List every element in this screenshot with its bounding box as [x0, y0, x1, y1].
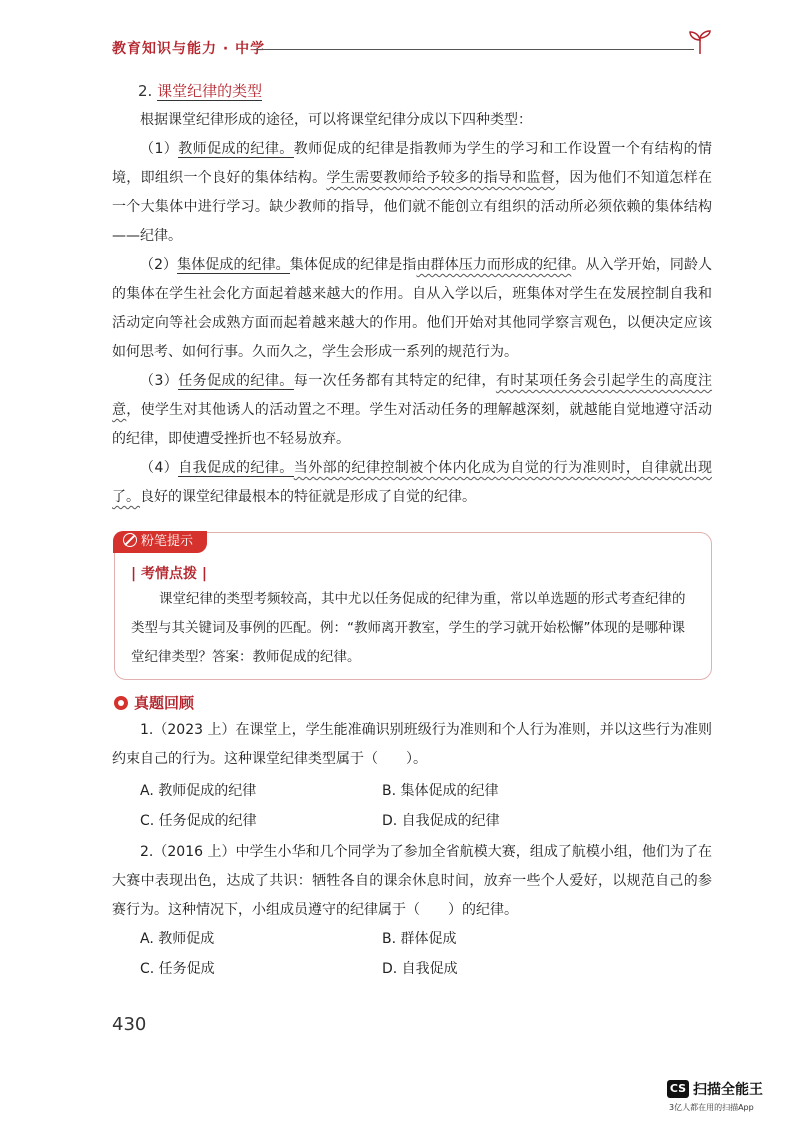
cs-logo-icon: CS: [667, 1080, 689, 1098]
sprout-icon: [686, 28, 714, 56]
header-title: 教育知识与能力 · 中学: [112, 41, 266, 57]
item-paragraph-4: （4）自我促成的纪律。当外部的纪律控制被个体内化成为自觉的行为准则时，自律就出现了。良好的课堂纪律最根本的特征就是形成了自觉的纪律。: [112, 460, 713, 505]
option-b: B. 群体促成: [382, 931, 457, 947]
tip-box: [114, 532, 712, 680]
review-title: [114, 692, 194, 713]
option-a: A. 教师促成: [140, 931, 215, 947]
option-b: B. 集体促成的纪律: [382, 783, 499, 799]
item-key-phrase: 学生需要教师给予较多的指导和监督: [326, 170, 556, 186]
option-c: C. 任务促成: [140, 961, 215, 977]
item-key-phrase: 有时某项任务会引起学生的高度注意: [112, 373, 713, 418]
watermark-slogan: 3亿人都在用的扫描App: [669, 1103, 754, 1112]
question-2: [112, 838, 712, 925]
no-sign-icon: [123, 533, 137, 547]
gear-icon: [114, 696, 128, 710]
item-key-phrase: 由群体压力而形成的纪律: [416, 257, 572, 273]
question-stem: 1.（2023 上）在课堂上，学生能准确识别班级行为准则和个人行为准则，并以这些行为准则约束自己的行为。这种课堂纪律类型属于（ ）。: [112, 722, 712, 767]
header-rule: [254, 49, 694, 50]
main-text: [112, 106, 712, 512]
scanner-watermark: [667, 1078, 782, 1118]
item-paragraph-1: （1）教师促成的纪律。教师促成的纪律是指教师为学生的学习和工作设置一个有结构的情境，即组织一个良好的集体结构。学生需要教师给予较多的指导和监督，因为他们不知道怎样在一个大集体中进行学习。缺少教师的指导，他们就不能创立有组织的活动所必须依赖的集体结构——纪律。: [112, 141, 713, 244]
item-term: 自我促成的纪律。: [178, 460, 294, 476]
option-d: D. 自我促成: [382, 961, 458, 977]
item-key-phrase: 当外部的纪律控制被个体内化成为自觉的行为准则时，自律就出现了。: [112, 460, 713, 505]
watermark-name: 扫描全能王: [693, 1082, 763, 1098]
tip-body: 课堂纪律的类型考频较高，其中尤以任务促成的纪律为重，常以单选题的形式考查纪律的类型与其关键词及事例的匹配。例：“教师离开教室，学生的学习就开始松懈”体现的是哪种课堂纪律类型？答案：教师促成的纪律。: [131, 591, 686, 665]
item-paragraph-3: （3）任务促成的纪律。每一次任务都有其特定的纪律，有时某项任务会引起学生的高度注意，使学生对其他诱人的活动置之不理。学生对活动任务的理解越深刻，就越能自觉地遵守活动的纪律，即使遭受挫折也不轻易放弃。: [112, 373, 713, 447]
option-d: D. 自我促成的纪律: [382, 813, 500, 829]
section-number: 2.: [138, 82, 153, 100]
section-title: [138, 80, 262, 101]
item-term: 任务促成的纪律。: [178, 373, 294, 389]
review-title-text: 真题回顾: [134, 694, 195, 712]
tip-tag: [113, 531, 207, 553]
item-paragraph-2: （2）集体促成的纪律。集体促成的纪律是指由群体压力而形成的纪律。从入学开始，同龄人的集体在学生社会化方面起着越来越大的作用。自从入学以后，班集体对学生在发展控制自我和活动定向等社会成熟方面而起着越来越大的作用。他们开始对其他同学察言观色，以便决定应该如何思考、如何行事。久而久之，学生会形成一系列的规范行为。: [112, 257, 713, 360]
option-a: A. 教师促成的纪律: [140, 783, 257, 799]
page-number: 430: [112, 1014, 147, 1035]
item-term: 集体促成的纪律。: [177, 257, 290, 273]
page-header: [112, 36, 708, 60]
intro-paragraph: 根据课堂纪律形成的途径，可以将课堂纪律分成以下四种类型：: [140, 112, 532, 128]
question-stem: 2.（2016 上）中学生小华和几个同学为了参加全省航模大赛，组成了航模小组，他们为了在大赛中表现出色，达成了共识：牺牲各自的课余休息时间，放弃一些个人爱好，以规范自己的参赛行为。这种情况下，小组成员遵守的纪律属于（ ）的纪律。: [112, 844, 712, 918]
question-1: [112, 716, 712, 774]
section-title-text: 课堂纪律的类型: [157, 82, 263, 100]
option-c: C. 任务促成的纪律: [140, 813, 257, 829]
tip-subtitle: | 考情点拨 |: [131, 566, 207, 582]
item-term: 教师促成的纪律。: [178, 141, 294, 157]
tip-tag-label: 粉笔提示: [141, 534, 194, 549]
